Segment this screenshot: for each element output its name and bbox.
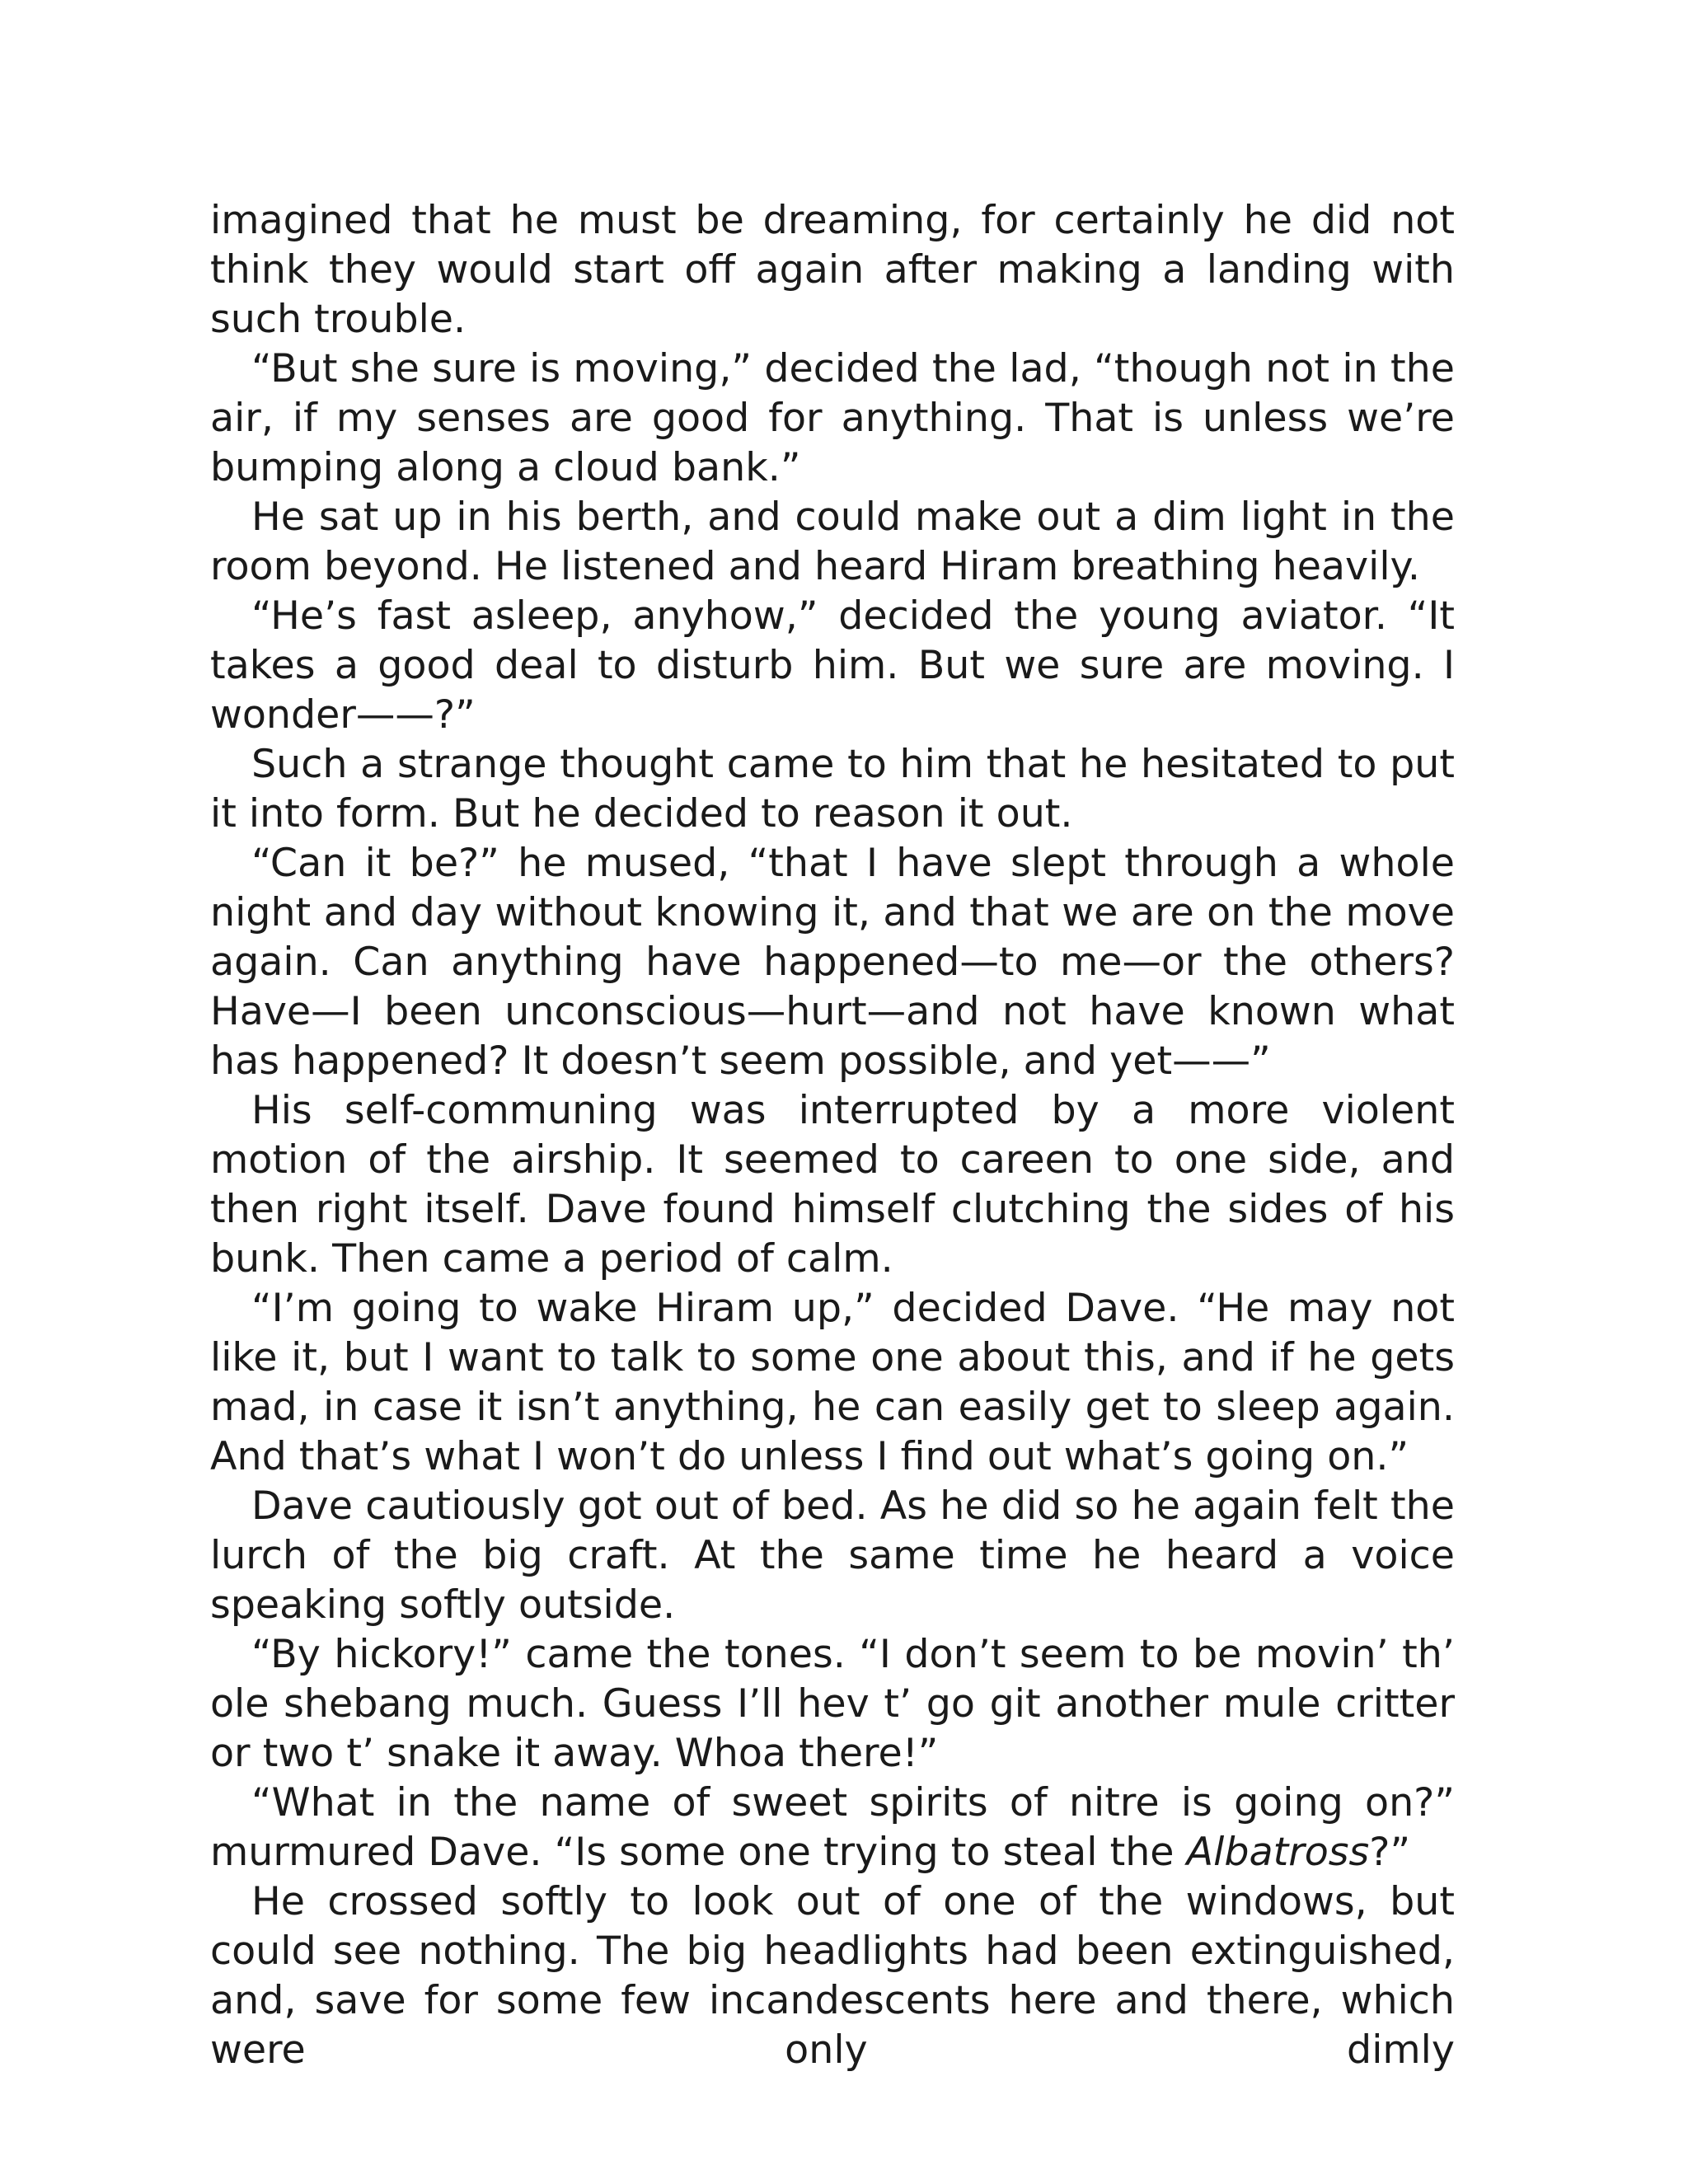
paragraph-1: imagined that he must be dreaming, for certainly he did not think they would start off again after making a landing with such trouble. <box>210 198 1455 342</box>
paragraph-11-text-after: ?” <box>1369 1830 1411 1875</box>
paragraph-11-text-before: “What in the name of sweet spirits of nitre is going on?” murmured Dave. “Is some one trying to steal the <box>210 1780 1455 1875</box>
paragraph-10: “By hickory!” came the tones. “I don’t seem to be movin’ th’ ole shebang much. Guess I’ll hev t’ go git another mule critter or two t’ snake it away. Whoa there!” <box>210 1632 1455 1776</box>
paragraph-6: “Can it be?” he mused, “that I have slept through a whole night and day without knowing it, and that we are on the move again. Can anything have happened—to me—or the others? Have—I been unconscious—hurt—and not have known what has happened? It doesn’t seem possible, and yet——” <box>210 841 1455 1084</box>
paragraph-3: He sat up in his berth, and could make out a dim light in the room beyond. He listened and heard Hiram breathing heavily. <box>210 494 1455 589</box>
paragraph-8: “I’m going to wake Hiram up,” decided Dave. “He may not like it, but I want to talk to some one about this, and if he gets mad, in case it isn’t anything, he can easily get to sleep again. And that’s what I won’t do unless I find out what’s going on.” <box>210 1286 1455 1479</box>
paragraph-12: He crossed softly to look out of one of the windows, but could see nothing. The big headlights had been extinguished, and, save for some few incandescents here and there, which were only dimly <box>210 1879 1455 2073</box>
ship-name-albatross: Albatross <box>1186 1830 1370 1875</box>
paragraph-7: His self-communing was interrupted by a more violent motion of the airship. It seemed to careen to one side, and then right itself. Dave found himself clutching the sides of his bunk. Then came a period of calm. <box>210 1088 1455 1282</box>
paragraph-5: Such a strange thought came to him that he hesitated to put it into form. But he decided to reason it out. <box>210 742 1455 837</box>
book-page-body <box>210 196 1455 2075</box>
paragraph-11 <box>210 1779 1455 1877</box>
paragraph-9: Dave cautiously got out of bed. As he did so he again felt the lurch of the big craft. At the same time he heard a voice speaking softly outside. <box>210 1483 1455 1628</box>
paragraph-4: “He’s fast asleep, anyhow,” decided the young aviator. “It takes a good deal to disturb him. But we sure are moving. I wonder——?” <box>210 593 1455 738</box>
paragraph-2: “But she sure is moving,” decided the lad, “though not in the air, if my senses are good for anything. That is unless we’re bumping along a cloud bank.” <box>210 346 1455 490</box>
